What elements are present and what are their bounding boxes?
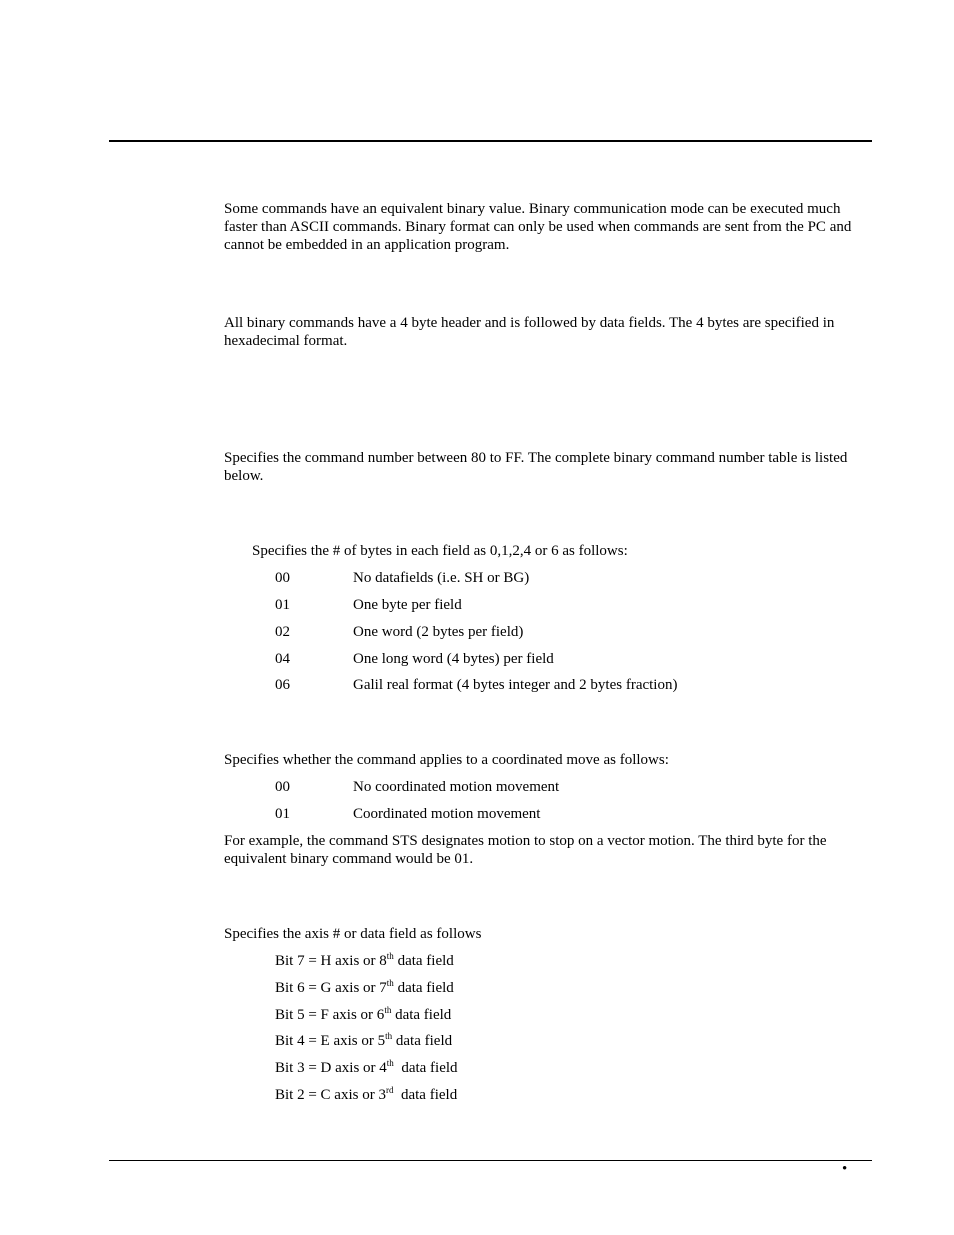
coordinated-desc: No coordinated motion movement: [353, 779, 560, 795]
coordinated-code: 01: [275, 806, 290, 822]
field-size-desc: No datafields (i.e. SH or BG): [353, 570, 530, 586]
field-size-code: 06: [275, 677, 290, 693]
field-size-desc: One long word (4 bytes) per field: [353, 651, 554, 667]
field-size-desc: One word (2 bytes per field): [353, 624, 524, 640]
axis-bit-line: Bit 5 = F axis or 6th data field: [275, 1005, 452, 1023]
byte4-intro: Specifies the axis # or data field as follows: [224, 926, 482, 942]
axis-bit-line: Bit 2 = C axis or 3rd data field: [275, 1085, 458, 1103]
footer-rule: [109, 1160, 872, 1161]
coordinated-code: 00: [275, 779, 290, 795]
field-size-desc: One byte per field: [353, 597, 462, 613]
intro-paragraph: Some commands have an equivalent binary value. Binary communication mode can be executed much faster than ASCII commands. Binary format can only be used when commands are sent from the PC and cannot be embedded in an application program.: [224, 201, 852, 253]
field-size-desc: Galil real format (4 bytes integer and 2 bytes fraction): [353, 677, 678, 693]
field-size-code: 00: [275, 570, 290, 586]
list-item: [275, 676, 872, 694]
field-size-code: 02: [275, 624, 290, 640]
field-size-code: 01: [275, 597, 290, 613]
header-format-paragraph: All binary commands have a 4 byte header and is followed by data fields. The 4 bytes are specified in hexadecimal format.: [224, 315, 835, 349]
byte3-example-paragraph: For example, the command STS designates motion to stop on a vector motion. The third byte for the equivalent binary command would be 01.: [224, 833, 827, 867]
list-item: [275, 596, 872, 614]
axis-bit-line: Bit 4 = E axis or 5th data field: [275, 1031, 453, 1049]
field-size-code: 04: [275, 651, 290, 667]
axis-bit-line: Bit 6 = G axis or 7th data field: [275, 978, 454, 996]
list-item: [275, 805, 872, 823]
byte3-intro: Specifies whether the command applies to a coordinated move as follows:: [224, 752, 669, 768]
list-item: [275, 623, 872, 641]
byte1-paragraph: Specifies the command number between 80 to FF. The complete binary command number table is listed below.: [224, 450, 848, 484]
coordinated-desc: Coordinated motion movement: [353, 806, 541, 822]
list-item: [275, 569, 872, 587]
header-rule: [109, 140, 872, 142]
footer-bullet: •: [842, 1161, 848, 1177]
list-item: [275, 650, 872, 668]
axis-bit-line: Bit 3 = D axis or 4th data field: [275, 1058, 458, 1076]
list-item: [275, 778, 872, 796]
axis-bit-line: Bit 7 = H axis or 8th data field: [275, 951, 454, 969]
byte2-intro: Specifies the # of bytes in each field as 0,1,2,4 or 6 as follows:: [252, 543, 628, 559]
